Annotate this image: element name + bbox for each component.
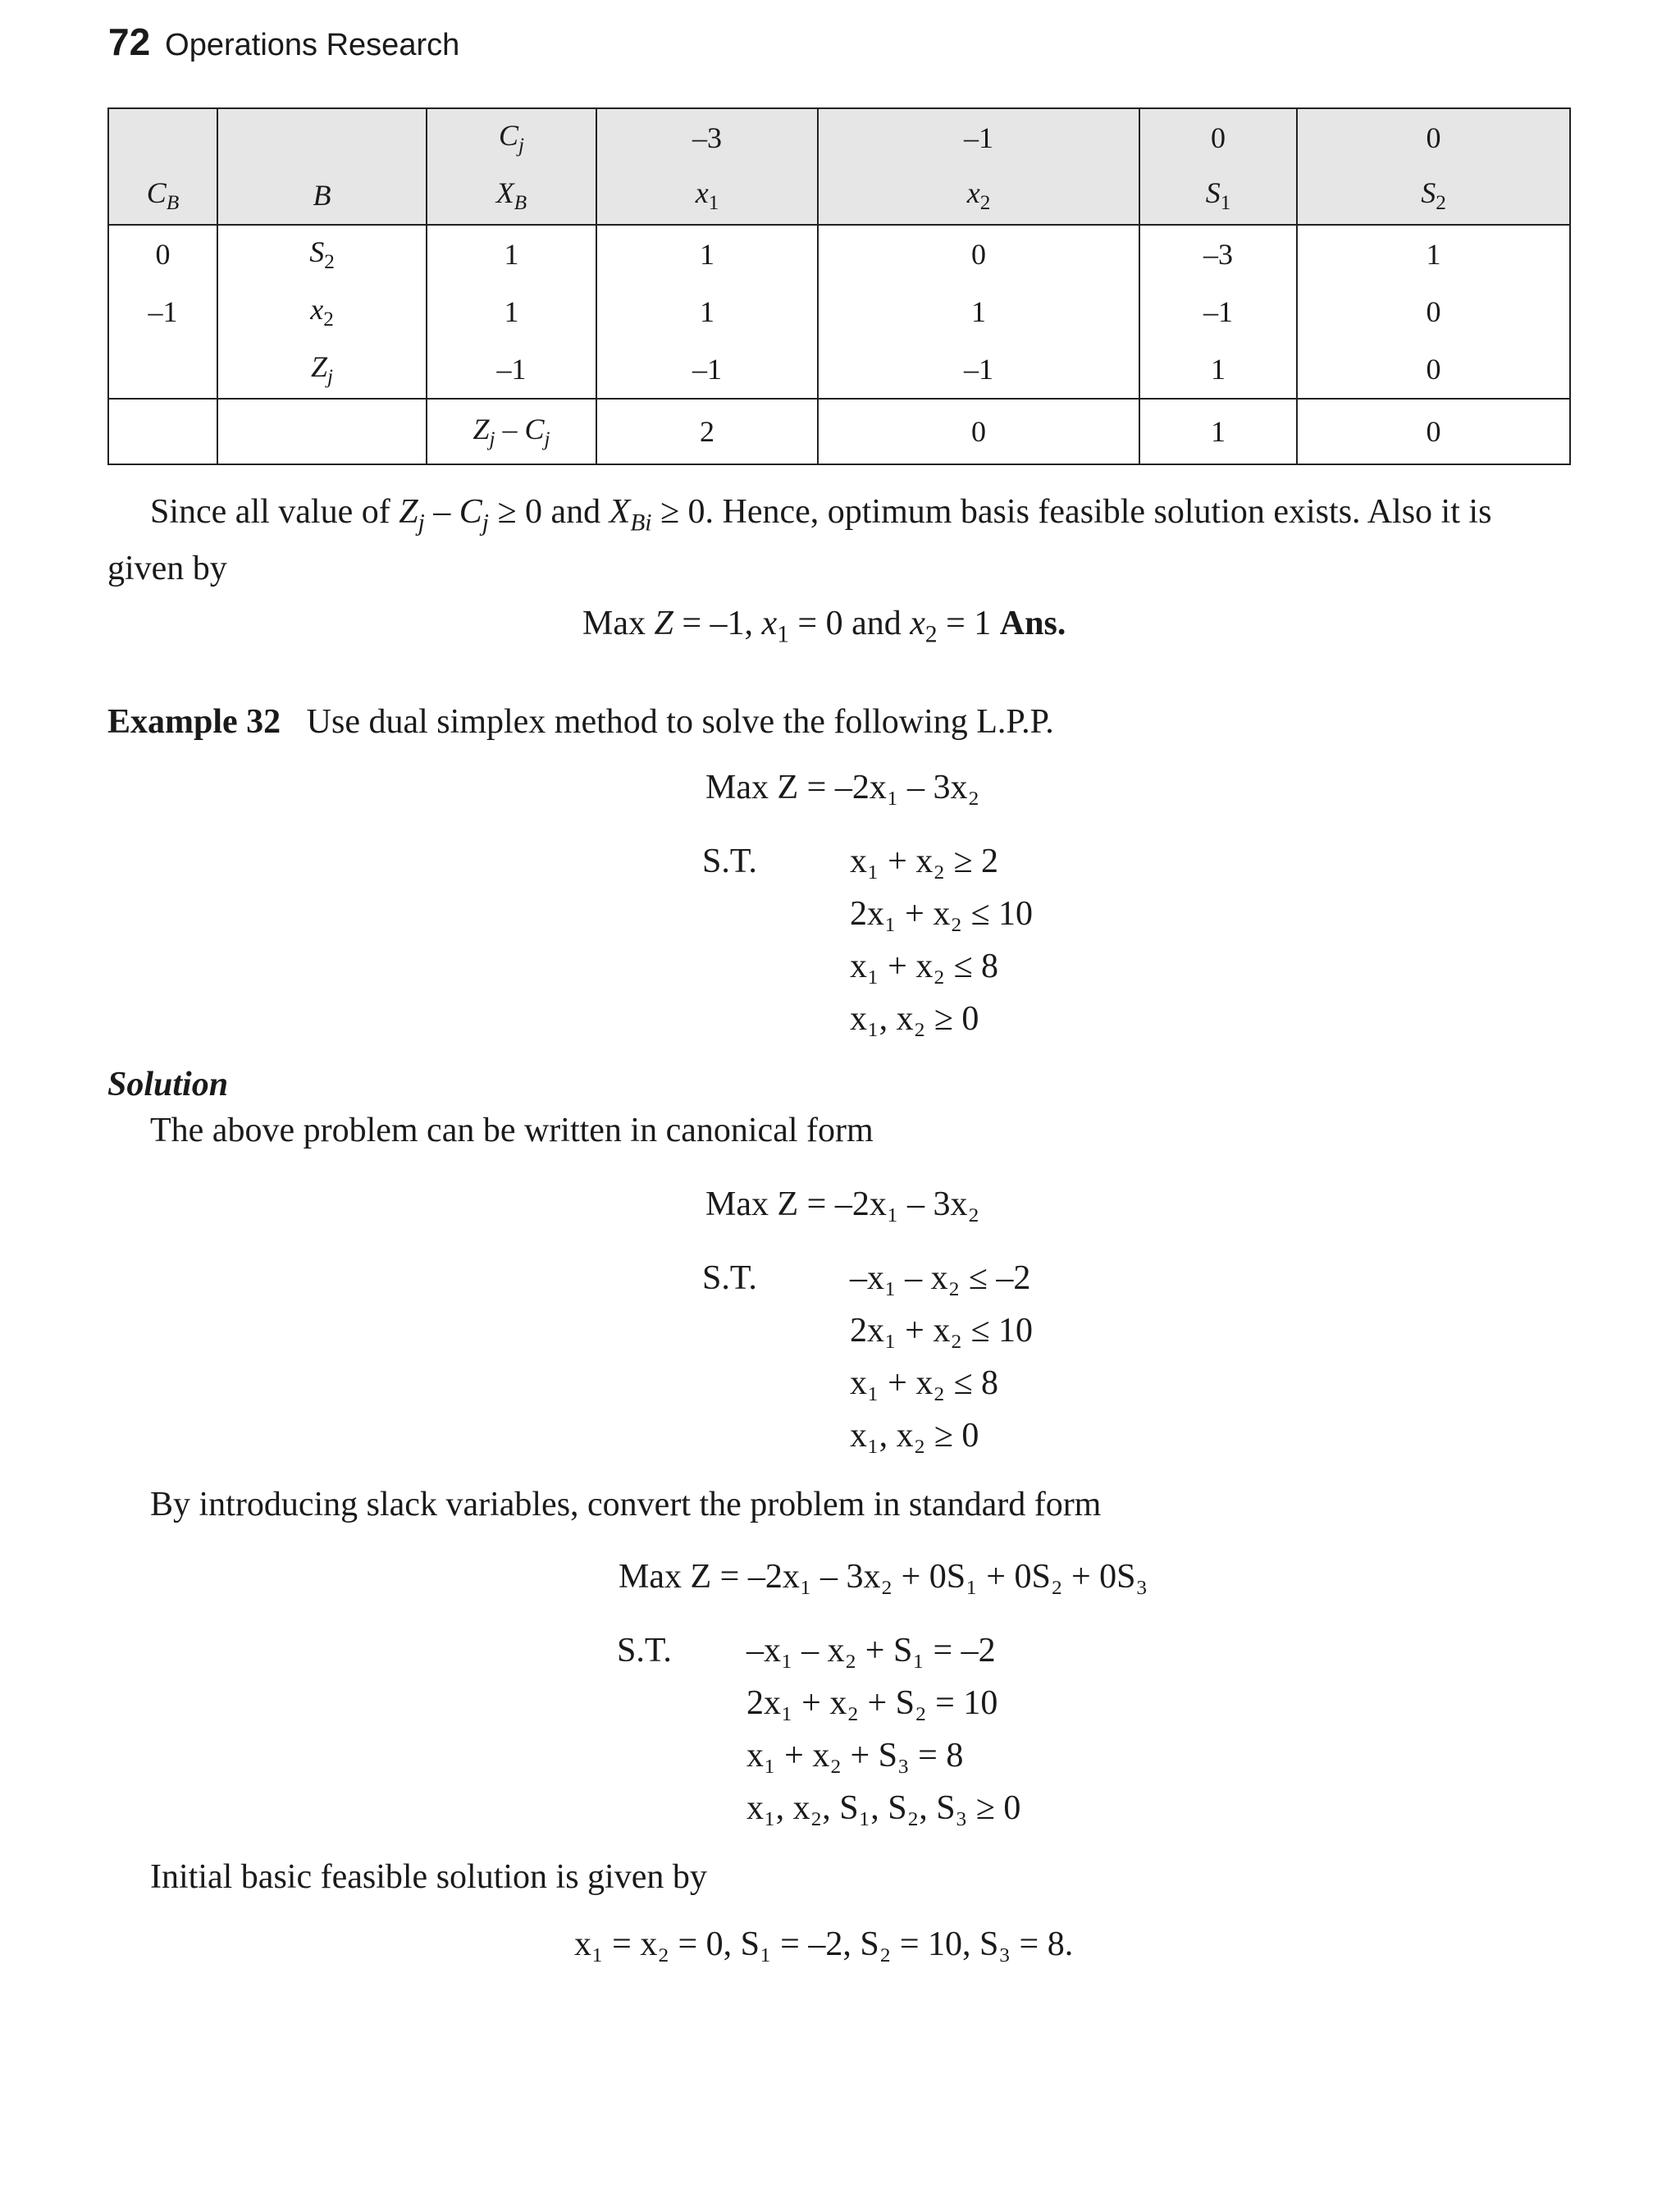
simplex-table [107, 107, 1571, 465]
slack-intro: By introducing slack variables, convert the problem in standard form [150, 1486, 1102, 1523]
ibfs-intro: Initial basic feasible solution is given by [150, 1858, 707, 1896]
col-var: $S_1$ [1139, 167, 1297, 225]
book-title: Operations Research [165, 28, 460, 62]
objective-2: Max Z = –2x₁ – 3x₂ [705, 1185, 980, 1223]
st-label-3: S.T. [617, 1632, 672, 1669]
cj-value: 0 [1139, 108, 1297, 167]
constraint: 2x₁ + x₂ + S₂ = 10 [746, 1684, 998, 1722]
st-label-1: S.T. [702, 843, 757, 880]
answer-line: Max Z = –1, $x_1 = 0$ and $x_2 = 1$ Ans. [582, 605, 1066, 648]
constraint: x₁ + x₂ ≤ 8 [850, 948, 999, 985]
optimality-paragraph: Since all value of $Z_j - C_j \ge 0$ and $X_{Bi} \ge 0$. Hence, optimum basis feasible solution exists. Also it is given by [107, 493, 1492, 588]
net-label: $Z_j - C_j$ [427, 399, 596, 464]
constraint: x₁ + x₂ ≤ 8 [850, 1364, 999, 1402]
cj-value: 0 [1297, 108, 1570, 167]
ibfs-solution: x₁ = x₂ = 0, S₁ = –2, S₂ = 10, S₃ = 8. [574, 1925, 1074, 1963]
constraint: x₁, x₂, S₁, S₂, S₃ ≥ 0 [746, 1789, 1021, 1827]
example-label: Example 32 [107, 703, 281, 741]
constraint: –x₁ – x₂ + S₁ = –2 [746, 1632, 996, 1669]
column-header-row [108, 167, 1570, 225]
col-xb: $X_B$ [427, 167, 596, 225]
table-row: $Z_j$ –1 –1 –1 1 0 [108, 340, 1570, 399]
constraint: –x₁ – x₂ ≤ –2 [850, 1259, 1031, 1297]
constraint: 2x₁ + x₂ ≤ 10 [850, 1312, 1034, 1350]
col-cb: $C_B$ [108, 167, 217, 225]
col-var: $x_1$ [596, 167, 818, 225]
table-row: –1 $x_2$ 1 1 1 –1 0 [108, 283, 1570, 340]
cj-value: –3 [596, 108, 818, 167]
constraint: x₁, x₂ ≥ 0 [850, 1417, 979, 1455]
page-header [108, 20, 459, 64]
objective-3: Max Z = –2x₁ – 3x₂ + 0S₁ + 0S₂ + 0S₃ [619, 1558, 1148, 1596]
constraint: x₁ + x₂ + S₃ = 8 [746, 1737, 964, 1774]
table-row: 0 $S_2$ 1 1 0 –3 1 [108, 225, 1570, 283]
cj-label: $C_j$ [427, 108, 596, 167]
page-number: 72 [108, 21, 151, 63]
cj-value: –1 [818, 108, 1139, 167]
col-var: $x_2$ [818, 167, 1139, 225]
net-evaluation-row: $Z_j - C_j$ 2 0 1 0 [108, 399, 1570, 464]
col-b: B [217, 167, 427, 225]
st-label-2: S.T. [702, 1259, 757, 1297]
cj-row [108, 108, 1570, 167]
example-text: Use dual simplex method to solve the following L.P.P. [306, 703, 1054, 741]
col-var: $S_2$ [1297, 167, 1570, 225]
constraint: x₁ + x₂ ≥ 2 [850, 843, 999, 880]
example-heading [107, 702, 1054, 742]
constraint: x₁, x₂ ≥ 0 [850, 1000, 979, 1038]
solution-heading: Solution [107, 1066, 229, 1103]
constraint: 2x₁ + x₂ ≤ 10 [850, 895, 1034, 933]
canonical-intro: The above problem can be written in canonical form [150, 1112, 874, 1149]
objective-1: Max Z = –2x₁ – 3x₂ [705, 769, 980, 806]
